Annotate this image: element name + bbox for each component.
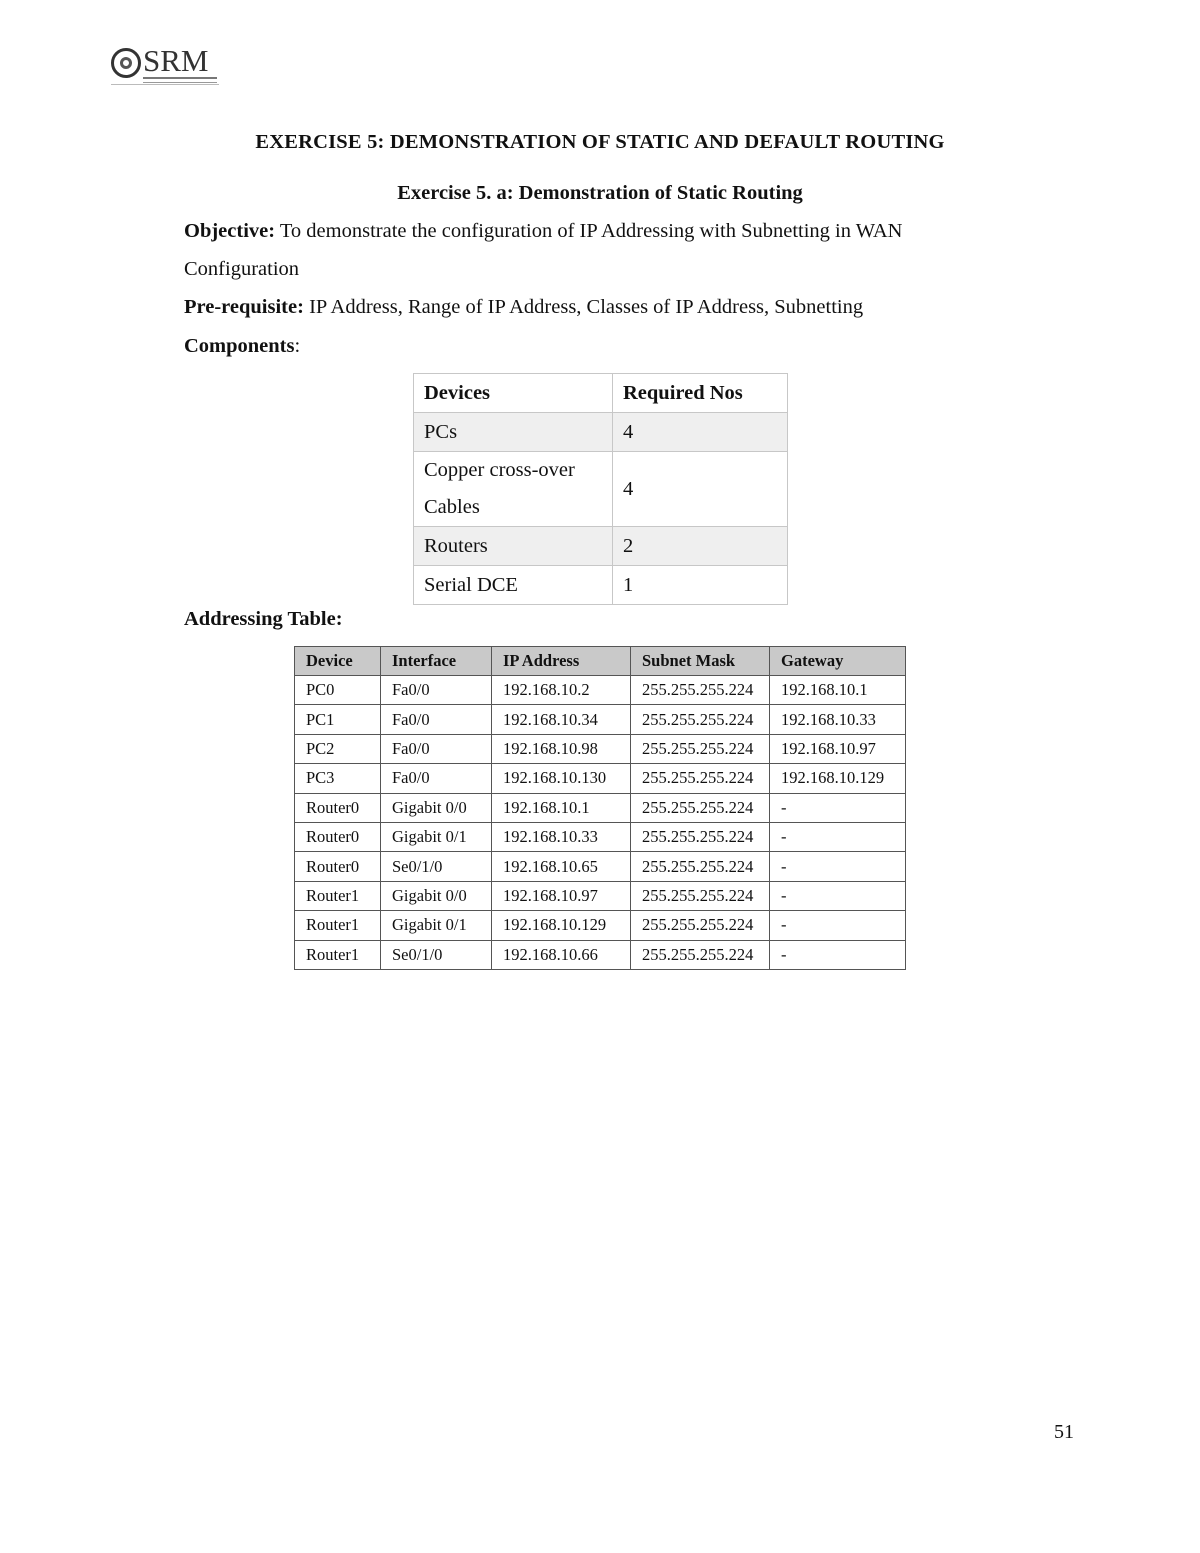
cell-subnet-mask: 255.255.255.224 — [631, 881, 770, 910]
objective-text: To demonstrate the configuration of IP Addressing with Subnetting in WAN — [275, 220, 903, 242]
cell-device: PC1 — [295, 705, 381, 734]
cell-interface: Fa0/0 — [381, 705, 492, 734]
cell-subnet-mask: 255.255.255.224 — [631, 940, 770, 969]
table-row — [295, 881, 906, 910]
prerequisite-label: Pre-requisite: — [184, 296, 304, 318]
cell-device: PC0 — [295, 676, 381, 705]
cell-ip-address: 192.168.10.97 — [492, 881, 631, 910]
header-device: Device — [295, 647, 381, 676]
addressing-table — [294, 646, 906, 970]
cell-gateway: 192.168.10.33 — [770, 705, 906, 734]
table-row — [295, 822, 906, 851]
cell-interface: Gigabit 0/1 — [381, 822, 492, 851]
logo-underline — [111, 84, 219, 85]
cell-interface: Fa0/0 — [381, 764, 492, 793]
srm-logo — [111, 44, 219, 86]
cell-device: Router1 — [295, 940, 381, 969]
cell-device: Router0 — [295, 822, 381, 851]
table-row — [414, 566, 788, 605]
table-row — [295, 705, 906, 734]
cell-count: 2 — [613, 527, 788, 566]
cell-interface: Fa0/0 — [381, 734, 492, 763]
cell-interface: Se0/1/0 — [381, 940, 492, 969]
cell-gateway: - — [770, 911, 906, 940]
cell-device: PC2 — [295, 734, 381, 763]
table-row — [295, 676, 906, 705]
cell-gateway: - — [770, 852, 906, 881]
cell-ip-address: 192.168.10.34 — [492, 705, 631, 734]
cell-count: 4 — [613, 452, 788, 527]
cell-device-line-2: Cables — [424, 496, 480, 518]
cell-subnet-mask: 255.255.255.224 — [631, 705, 770, 734]
cell-gateway: - — [770, 793, 906, 822]
table-row — [295, 734, 906, 763]
table-row — [295, 940, 906, 969]
cell-device: Router0 — [295, 852, 381, 881]
objective-line — [184, 220, 902, 243]
components-label: Components — [184, 335, 295, 357]
header-ip-address: IP Address — [492, 647, 631, 676]
table-row — [295, 764, 906, 793]
cell-interface: Fa0/0 — [381, 676, 492, 705]
prerequisite-line — [184, 296, 863, 319]
header-subnet-mask: Subnet Mask — [631, 647, 770, 676]
table-row — [295, 852, 906, 881]
cell-interface: Gigabit 0/0 — [381, 881, 492, 910]
table-header-row — [414, 374, 788, 413]
cell-gateway: - — [770, 881, 906, 910]
header-gateway: Gateway — [770, 647, 906, 676]
logo-tagline-mark — [143, 77, 217, 83]
cell-interface: Se0/1/0 — [381, 852, 492, 881]
cell-interface: Gigabit 0/0 — [381, 793, 492, 822]
cell-subnet-mask: 255.255.255.224 — [631, 734, 770, 763]
cell-device — [414, 452, 613, 527]
cell-ip-address: 192.168.10.66 — [492, 940, 631, 969]
addressing-heading — [184, 608, 343, 631]
exercise-title: EXERCISE 5: DEMONSTRATION OF STATIC AND DEFAULT ROUTING — [255, 131, 945, 153]
cell-subnet-mask: 255.255.255.224 — [631, 676, 770, 705]
table-row — [414, 527, 788, 566]
cell-device-line-1: Copper cross-over — [424, 459, 575, 481]
header-interface: Interface — [381, 647, 492, 676]
cell-device: Router1 — [295, 911, 381, 940]
logo-text: SRM — [143, 43, 209, 78]
table-row — [414, 452, 788, 527]
cell-gateway: - — [770, 822, 906, 851]
cell-subnet-mask: 255.255.255.224 — [631, 822, 770, 851]
exercise-subtitle: Exercise 5. a: Demonstration of Static Routing — [397, 182, 803, 204]
header-required-nos: Required Nos — [613, 374, 788, 413]
prerequisite-text: IP Address, Range of IP Address, Classes of IP Address, Subnetting — [303, 296, 864, 318]
cell-device: PC3 — [295, 764, 381, 793]
cell-ip-address: 192.168.10.33 — [492, 822, 631, 851]
cell-count: 1 — [613, 566, 788, 605]
objective-continuation: Configuration — [184, 258, 300, 280]
components-heading — [184, 335, 300, 358]
cell-device: Routers — [414, 527, 613, 566]
header-devices: Devices — [414, 374, 613, 413]
addressing-table-body — [295, 676, 906, 970]
cell-device: Router0 — [295, 793, 381, 822]
table-header-row — [295, 647, 906, 676]
cell-interface: Gigabit 0/1 — [381, 911, 492, 940]
cell-subnet-mask: 255.255.255.224 — [631, 764, 770, 793]
cell-gateway: 192.168.10.129 — [770, 764, 906, 793]
components-table — [413, 373, 788, 605]
cell-ip-address: 192.168.10.130 — [492, 764, 631, 793]
cell-ip-address: 192.168.10.65 — [492, 852, 631, 881]
addressing-label: Addressing Table: — [184, 608, 343, 630]
emblem-icon — [111, 48, 141, 78]
cell-device: Router1 — [295, 881, 381, 910]
table-row — [295, 793, 906, 822]
table-row — [295, 911, 906, 940]
cell-gateway: - — [770, 940, 906, 969]
cell-subnet-mask: 255.255.255.224 — [631, 793, 770, 822]
cell-ip-address: 192.168.10.1 — [492, 793, 631, 822]
cell-ip-address: 192.168.10.2 — [492, 676, 631, 705]
cell-ip-address: 192.168.10.129 — [492, 911, 631, 940]
components-colon: : — [294, 335, 301, 357]
cell-device: PCs — [414, 413, 613, 452]
cell-gateway: 192.168.10.1 — [770, 676, 906, 705]
page-number: 51 — [1054, 1421, 1074, 1443]
table-row — [414, 413, 788, 452]
objective-label: Objective: — [184, 220, 276, 242]
cell-subnet-mask: 255.255.255.224 — [631, 911, 770, 940]
cell-gateway: 192.168.10.97 — [770, 734, 906, 763]
cell-ip-address: 192.168.10.98 — [492, 734, 631, 763]
cell-count: 4 — [613, 413, 788, 452]
cell-device: Serial DCE — [414, 566, 613, 605]
cell-subnet-mask: 255.255.255.224 — [631, 852, 770, 881]
